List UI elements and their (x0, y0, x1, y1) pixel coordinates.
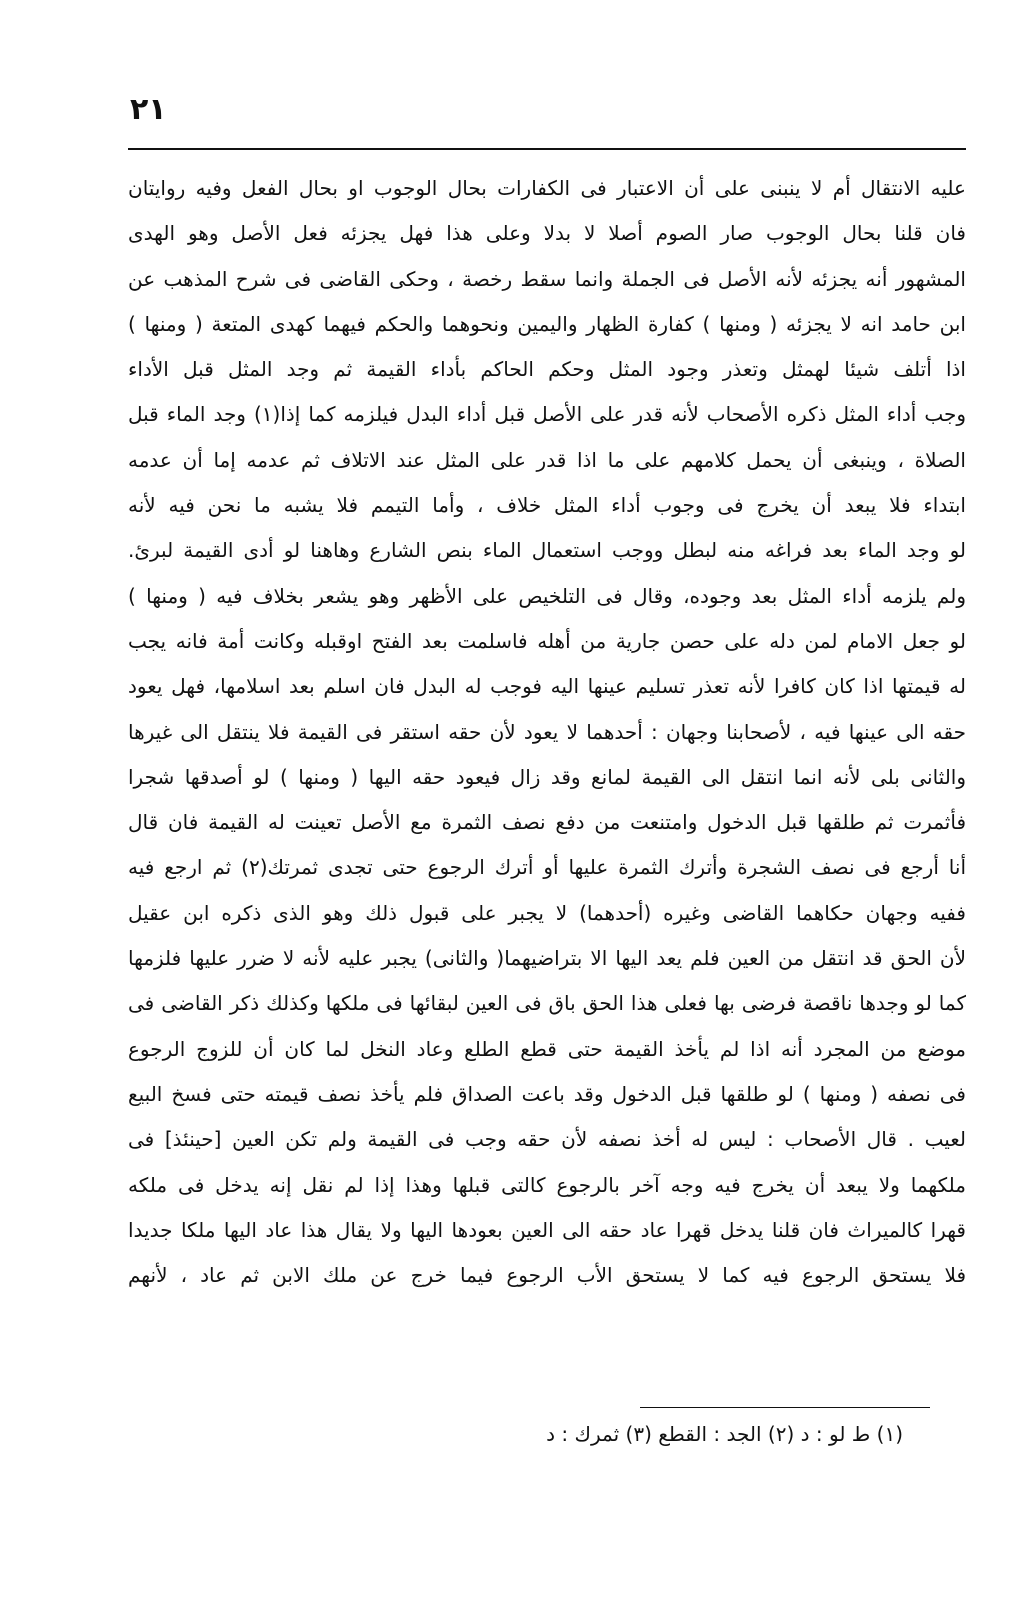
text-line: ففيه وجهان حكاهما القاضى وغيره (أحدهما) لا يجبر على قبول ذلك وهو الذى ذكره ابن عقيل (128, 900, 966, 925)
text-line: عليه الانتقال أم لا ينبنى على أن الاعتبار فى الكفارات بحال الوجوب او بحال الفعل وفيه روايتان (128, 176, 966, 200)
text-line: فى نصفه ( ومنها ) لو طلقها قبل الدخول وقد باعت الصداق فلم يأخذ نصف قيمته حتى فسخ البيع (128, 1081, 966, 1106)
text-line: ابن حامد انه لا يجزئه ( ومنها ) كفارة الظهار واليمين ونحوهما والحكم فيهما كهدى المتعة ( ومنها ) (128, 311, 966, 336)
text-line: فان قلنا بحال الوجوب صار الصوم أصلا لا بدلا وعلى هذا فهل يجزئه فعل الأصل وهو الهدى (128, 221, 966, 246)
text-line: فأثمرت ثم طلقها قبل الدخول وامتنعت من دفع نصف الثمرة مع الأصل تعينت له القيمة فان قال (128, 810, 966, 835)
text-line: قهرا كالميراث فان قلنا يدخل قهرا عاد حقه الى العين بعودها اليها ولا يقال هذا عاد اليها ملكا جديدا (128, 1217, 966, 1242)
text-line: لو وجد الماء بعد فراغه منه لبطل ووجب استعمال الماء بنص الشارع وهاهنا لو أدى القيمة لبرئ. (128, 538, 966, 563)
text-line: لعيب . قال الأصحاب : ليس له أخذ نصفه لأن حقه وجب فى القيمة ولم تكن العين [حينئذ] فى (128, 1127, 966, 1152)
text-line: ولم يلزمه أداء المثل بعد وجوده، وقال فى التلخيص على الأظهر وهو يشعر بخلاف فيه ( ومنها ) (128, 583, 966, 608)
footnotes: (١) ط لو : د (٢) الجد : القطع (٣) ثمرك : د (546, 1422, 903, 1446)
text-line: والثانى بلى لأنه انما انتقل الى القيمة لمانع وقد زال فيعود حقه اليها ( ومنها ) لو أصدقها شجرا (128, 764, 966, 789)
text-line: أنا أرجع فى نصف الشجرة وأترك الثمرة عليها أو أترك الرجوع حتى تجدى ثمرتك(٢) ثم ارجع فيه (128, 855, 966, 880)
text-line: الصلاة ، وينبغى أن يحمل كلامهم على ما اذا قدر على المثل عند الاتلاف ثم عدمه إما أن عدمه (128, 447, 966, 472)
text-line: فلا يستحق الرجوع فيه كما لا يستحق الأب الرجوع فيما خرج عن ملك الابن ثم عاد ، لأنهم (128, 1263, 966, 1288)
text-line: ابتداء فلا يبعد أن يخرج فى وجوب أداء المثل خلاف ، وأما التيمم فلا يشبه ما نحن فيه لأنه (128, 493, 966, 518)
header-rule (128, 148, 966, 150)
text-line: موضع من المجرد أنه اذا لم يأخذ القيمة حتى قطع الطلع وعاد النخل لما كان أن للزوج الرجوع (128, 1036, 966, 1061)
text-line: له قيمتها اذا كان كافرا لأنه تعذر تسليم عينها اليه فوجب له البدل فان اسلم بعد اسلامها، فهل يعود (128, 674, 966, 699)
body-text (128, 166, 966, 1298)
text-line: ملكهما ولا يبعد أن يخرج فيه وجه آخر بالرجوع كالتى قبلها وهذا إذا لم نقل إنه يدخل فى ملكه (128, 1172, 966, 1197)
footnote-rule (640, 1407, 930, 1408)
page-number: ٢١ (130, 92, 167, 127)
text-line: المشهور أنه يجزئه لأنه الأصل فى الجملة وانما سقط رخصة ، وحكى القاضى فى شرح المذهب عن (128, 266, 966, 291)
text-line: اذا أتلف شيئا لهمثل وتعذر وجود المثل وحكم الحاكم بأداء القيمة ثم وجد المثل قبل الأداء (128, 357, 966, 382)
text-line: وجب أداء المثل ذكره الأصحاب لأنه قدر على الأصل قبل أداء البدل فيلزمه كما إذا(١) وجد الماء قبل (128, 402, 966, 427)
text-line: كما لو وجدها ناقصة فرضى بها فعلى هذا الحق باق فى العين لبقائها فى ملكها وكذلك ذكر القاضى فى (128, 991, 966, 1016)
text-line: لأن الحق قد انتقل من العين فلم يعد اليها الا بتراضيهما( والثانى) يجبر عليه لأنه لا ضرر عليها فلزمها (128, 946, 966, 971)
text-line: حقه الى عينها فيه ، لأصحابنا وجهان : أحدهما لا يعود لأن حقه استقر فى القيمة فلا ينتقل الى غيرها (128, 719, 966, 744)
text-line: لو جعل الامام لمن دله على حصن جارية من أهله فاسلمت بعد الفتح اوقبله وكانت أمة فانه يجب (128, 628, 966, 653)
